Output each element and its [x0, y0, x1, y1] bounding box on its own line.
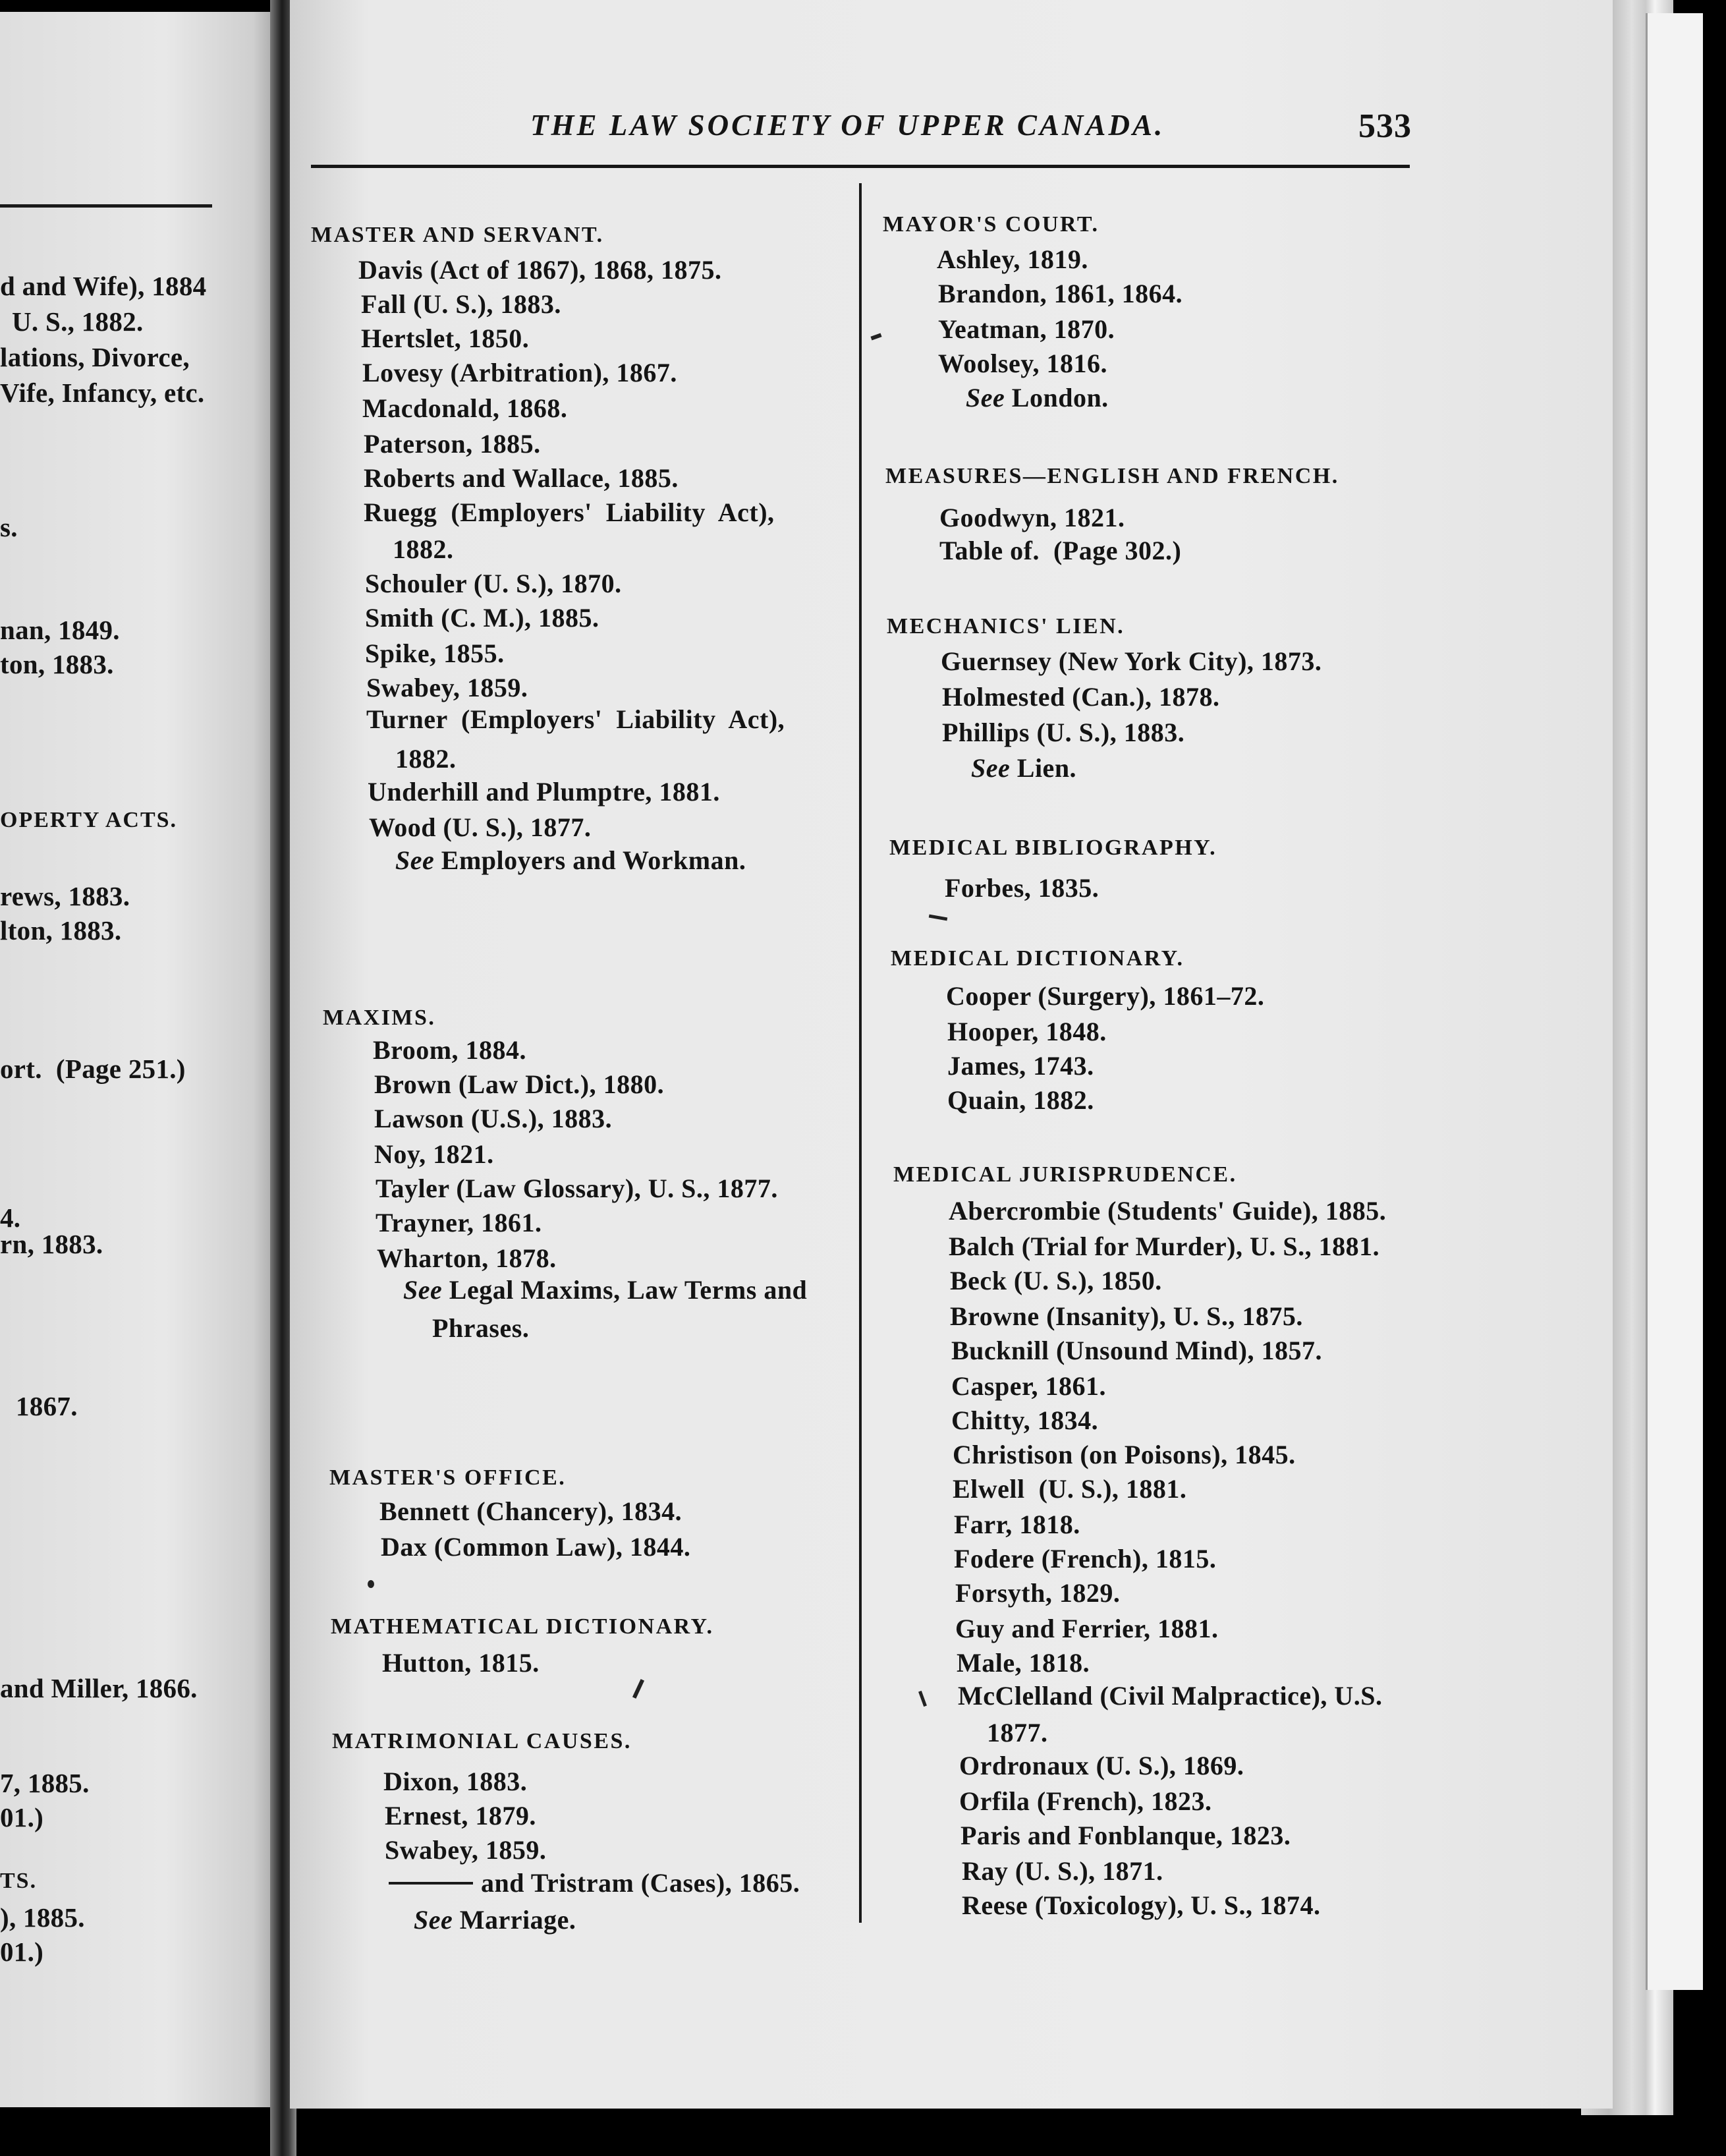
page-number: 533	[1358, 107, 1412, 145]
index-entry: Tayler (Law Glossary), U. S., 1877.	[376, 1174, 778, 1203]
index-entry: Fall (U. S.), 1883.	[361, 289, 561, 319]
index-entry: Wharton, 1878.	[377, 1243, 557, 1273]
previous-page-line: U. S., 1882.	[12, 306, 144, 337]
index-entry: James, 1743.	[947, 1051, 1094, 1081]
previous-page-line: 7, 1885.	[0, 1768, 90, 1798]
section-heading-matrimonial-causes: MATRIMONIAL CAUSES.	[332, 1729, 632, 1753]
see-target: Marriage.	[459, 1905, 576, 1935]
index-entry: Goodwyn, 1821.	[939, 503, 1125, 532]
index-entry: Broom, 1884.	[373, 1035, 527, 1065]
running-title: THE LAW SOCIETY OF UPPER CANADA.	[530, 109, 1165, 142]
previous-page-line: Vife, Infancy, etc.	[0, 378, 205, 408]
previous-page-line: OPERTY ACTS.	[0, 808, 178, 832]
index-entry: Dax (Common Law), 1844.	[381, 1532, 691, 1562]
previous-page-line: 01.)	[0, 1937, 44, 1967]
index-entry: Bennett (Chancery), 1834.	[379, 1496, 682, 1526]
index-entry: Dixon, 1883.	[383, 1767, 528, 1796]
see-word: See	[414, 1905, 453, 1935]
index-entry: Forbes, 1835.	[945, 873, 1100, 903]
index-entry: Paterson, 1885.	[364, 429, 541, 459]
previous-page-line: 01.)	[0, 1802, 44, 1832]
section-heading-mechanics-lien: MECHANICS' LIEN.	[887, 614, 1125, 638]
index-entry: Wood (U. S.), 1877.	[369, 812, 592, 842]
index-entry: Ordronaux (U. S.), 1869.	[959, 1751, 1244, 1780]
index-entry: Brown (Law Dict.), 1880.	[374, 1069, 665, 1099]
previous-page-line: ort. (Page 251.)	[0, 1054, 186, 1084]
index-entry: Noy, 1821.	[374, 1139, 494, 1169]
index-entry: Male, 1818.	[957, 1648, 1090, 1678]
index-entry: Brandon, 1861, 1864.	[938, 279, 1183, 308]
section-heading-maxims: MAXIMS.	[323, 1006, 436, 1030]
header-rule	[311, 165, 1410, 168]
index-entry: Ernest, 1879.	[385, 1801, 536, 1830]
index-entry: Trayner, 1861.	[376, 1208, 542, 1237]
index-entry-ditto	[389, 1870, 800, 1896]
index-entry-continuation: 1877.	[987, 1718, 1048, 1747]
index-entry: Casper, 1861.	[951, 1371, 1107, 1401]
previous-page-line: rn, 1883.	[0, 1229, 103, 1259]
column-divider	[859, 183, 862, 1923]
index-entry: Orfila (French), 1823.	[959, 1786, 1212, 1816]
index-entry: Turner (Employers' Liability Act),	[366, 704, 785, 734]
previous-page-fragment	[0, 12, 275, 2107]
see-word: See	[403, 1275, 443, 1305]
section-heading-mathematical-dictionary: MATHEMATICAL DICTIONARY.	[331, 1614, 714, 1639]
index-entry: Spike, 1855.	[365, 638, 505, 668]
see-word: See	[971, 753, 1011, 783]
section-heading-master-and-servant: MASTER AND SERVANT.	[311, 223, 604, 247]
index-entry: Swabey, 1859.	[385, 1835, 547, 1865]
index-entry: Roberts and Wallace, 1885.	[364, 463, 679, 493]
index-entry: Christison (on Poisons), 1845.	[953, 1440, 1296, 1469]
index-entry: Elwell (U. S.), 1881.	[953, 1474, 1187, 1504]
index-entry: Ruegg (Employers' Liability Act),	[364, 497, 775, 527]
previous-page-header-rule	[0, 204, 212, 208]
index-entry: Abercrombie (Students' Guide), 1885.	[949, 1196, 1387, 1226]
previous-page-line: d and Wife), 1884	[0, 271, 207, 301]
index-entry: Ray (U. S.), 1871.	[962, 1856, 1163, 1886]
index-entry: Woolsey, 1816.	[938, 349, 1108, 378]
index-entry: Davis (Act of 1867), 1868, 1875.	[358, 255, 722, 285]
index-entry: Smith (C. M.), 1885.	[365, 603, 599, 633]
index-entry: Hooper, 1848.	[947, 1017, 1107, 1046]
next-page-edge	[1646, 13, 1703, 1990]
previous-page-line: nan, 1849.	[0, 615, 120, 645]
index-entry: Swabey, 1859.	[366, 673, 528, 702]
index-entry: Browne (Insanity), U. S., 1875.	[950, 1301, 1303, 1331]
index-entry: Paris and Fonblanque, 1823.	[960, 1821, 1291, 1850]
index-entry: Hertslet, 1850.	[361, 324, 530, 353]
index-entry: Yeatman, 1870.	[938, 314, 1115, 344]
index-entry: Lovesy (Arbitration), 1867.	[362, 358, 677, 387]
see-reference	[971, 755, 1076, 781]
index-entry: Beck (U. S.), 1850.	[950, 1266, 1162, 1295]
index-entry: Chitty, 1834.	[951, 1405, 1099, 1435]
index-entry: Ashley, 1819.	[937, 244, 1088, 274]
see-reference	[414, 1907, 576, 1933]
see-target: Lien.	[1016, 753, 1077, 783]
see-reference	[966, 385, 1109, 411]
section-heading-mayors-court: MAYOR'S COURT.	[883, 212, 1100, 237]
index-entry: Fodere (French), 1815.	[954, 1544, 1217, 1574]
see-word: See	[966, 383, 1005, 412]
previous-page-line: lations, Divorce,	[0, 342, 190, 372]
previous-page-line: TS.	[0, 1869, 38, 1893]
section-heading-masters-office: MASTER'S OFFICE.	[329, 1465, 567, 1490]
index-entry: Balch (Trial for Murder), U. S., 1881.	[949, 1232, 1380, 1261]
section-heading-medical-dictionary: MEDICAL DICTIONARY.	[891, 946, 1184, 971]
index-entry: Schouler (U. S.), 1870.	[365, 569, 622, 598]
previous-page-line: ton, 1883.	[0, 649, 114, 679]
see-word: See	[395, 845, 435, 875]
index-entry: Guy and Ferrier, 1881.	[955, 1614, 1219, 1643]
previous-page-line: s.	[0, 512, 18, 542]
index-entry: Reese (Toxicology), U. S., 1874.	[962, 1890, 1321, 1920]
index-entry-continuation: 1882.	[393, 534, 454, 564]
index-entry: Macdonald, 1868.	[362, 393, 568, 423]
section-heading-measures: MEASURES—ENGLISH AND FRENCH.	[885, 464, 1339, 488]
index-entry: Underhill and Plumptre, 1881.	[368, 777, 720, 807]
previous-page-line: ), 1885.	[0, 1902, 85, 1933]
previous-page-line: 1867.	[16, 1391, 78, 1421]
previous-page-line: and Miller, 1866.	[0, 1673, 198, 1703]
index-entry: Guernsey (New York City), 1873.	[941, 646, 1322, 676]
previous-page-line: lton, 1883.	[0, 915, 122, 946]
previous-page-line: 4.	[0, 1203, 21, 1233]
index-entry: Bucknill (Unsound Mind), 1857.	[951, 1336, 1322, 1365]
section-heading-medical-jurisprudence: MEDICAL JURISPRUDENCE.	[893, 1162, 1237, 1187]
index-entry: Phillips (U. S.), 1883.	[942, 718, 1185, 747]
index-entry: Holmested (Can.), 1878.	[942, 682, 1220, 712]
see-target: Employers and Workman.	[441, 845, 746, 875]
see-reference-continuation: Phrases.	[432, 1313, 530, 1343]
index-entry: Table of. (Page 302.)	[939, 536, 1182, 565]
section-heading-medical-bibliography: MEDICAL BIBLIOGRAPHY.	[889, 836, 1217, 860]
index-entry: Hutton, 1815.	[382, 1648, 540, 1678]
index-entry-continuation: 1882.	[395, 744, 457, 774]
index-entry: Quain, 1882.	[947, 1085, 1094, 1115]
see-target: Legal Maxims, Law Terms and	[449, 1275, 808, 1305]
ink-mark	[368, 1580, 374, 1588]
index-entry: Farr, 1818.	[954, 1510, 1080, 1539]
index-entry: Cooper (Surgery), 1861–72.	[946, 981, 1265, 1011]
index-entry: Lawson (U.S.), 1883.	[374, 1104, 613, 1133]
previous-page-line: rews, 1883.	[0, 881, 130, 911]
see-reference	[403, 1277, 807, 1303]
see-reference	[395, 847, 746, 874]
see-target: London.	[1011, 383, 1109, 412]
index-entry: McClelland (Civil Malpractice), U.S.	[958, 1681, 1383, 1711]
ditto-entry-text: and Tristram (Cases), 1865.	[481, 1868, 800, 1898]
ditto-dash	[389, 1882, 473, 1885]
index-entry: Forsyth, 1829.	[955, 1578, 1121, 1608]
